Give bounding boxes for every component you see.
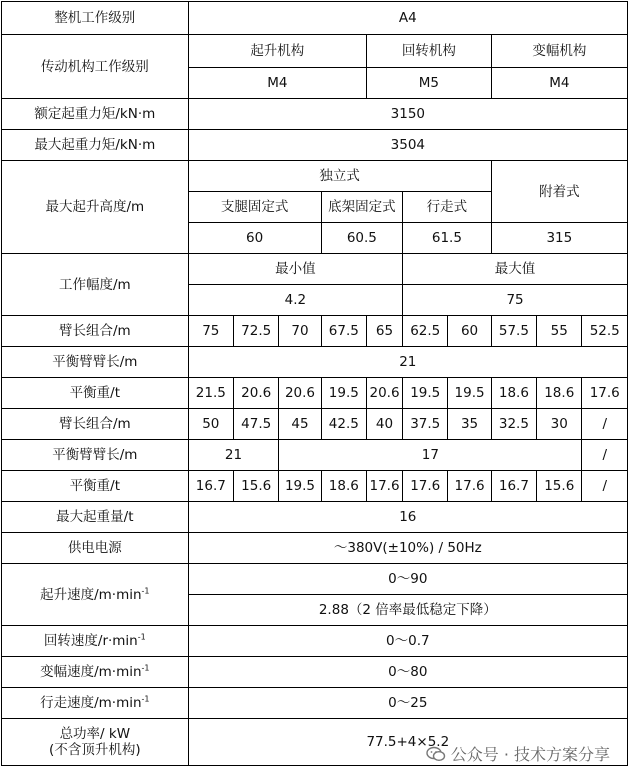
label-counterweight-2: 平衡重/t [2,471,189,502]
jib-combo-1-cell: 62.5 [403,316,448,347]
counterweight-2-cell: / [582,471,628,502]
value-traveling: 61.5 [403,223,492,254]
header-base-fixed: 底架固定式 [321,192,402,223]
jib-combo-1-cell: 57.5 [491,316,536,347]
header-radius-max: 最大值 [403,254,628,285]
label-counterjib-1: 平衡臂臂长/m [2,347,189,378]
row-max-load [2,502,628,533]
label-max-moment: 最大起重力矩/kN·m [2,130,189,161]
label-slew-speed-sup: -1 [137,632,146,642]
header-slew-mechanism: 回转机构 [366,35,491,68]
header-attached: 附着式 [491,161,627,223]
row-jib-combo-2 [2,409,628,440]
value-machine-class: A4 [188,2,627,35]
value-hoist-class: M4 [188,68,366,99]
jib-combo-2-cell: 40 [366,409,402,440]
label-travel-speed-sup: -1 [141,694,150,704]
label-travel-speed [2,688,189,719]
row-jib-combo-1 [2,316,628,347]
counterweight-1-cell: 17.6 [582,378,628,409]
value-radius-min: 4.2 [188,285,402,316]
label-mechanism-class: 传动机构工作级别 [2,35,189,99]
row-slew-speed [2,626,628,657]
jib-combo-2-cell: 42.5 [321,409,366,440]
jib-combo-2-cell: 45 [279,409,321,440]
counterweight-1-cell: 19.5 [448,378,491,409]
jib-combo-2-cell: 35 [448,409,491,440]
label-jib-combo-2: 臂长组合/m [2,409,189,440]
row-counterweight-2 [2,471,628,502]
label-trolley-speed-main: 变幅速度/m·min [40,664,142,680]
header-trolley-mechanism: 变幅机构 [491,35,627,68]
counterweight-1-cell: 18.6 [537,378,582,409]
counterweight-2-cell: 17.6 [366,471,402,502]
counterweight-2-cell: 15.6 [234,471,279,502]
jib-combo-1-cell: 65 [366,316,402,347]
counterweight-1-cell: 18.6 [491,378,536,409]
label-hoist-speed-sup: -1 [141,586,150,595]
watermark-text: 公众号 · 技术方案分享 [450,745,610,764]
value-counterjib-1: 21 [188,347,627,378]
value-radius-max: 75 [403,285,628,316]
header-radius-min: 最小值 [188,254,402,285]
jib-combo-1-cell: 60 [448,316,491,347]
label-trolley-speed [2,657,189,688]
row-travel-speed [2,688,628,719]
value-attached: 315 [491,223,627,254]
counterweight-1-cell: 20.6 [366,378,402,409]
value-base-fixed: 60.5 [321,223,402,254]
counterweight-2-cell: 17.6 [448,471,491,502]
watermark [426,742,610,765]
row-counterweight-1 [2,378,628,409]
row-radius-headers [2,254,628,285]
value-max-load: 16 [188,502,627,533]
row-mechanism-headers [2,35,628,68]
value-trolley-speed: 0～80 [188,657,627,688]
header-traveling: 行走式 [403,192,492,223]
counterweight-2-cell: 19.5 [279,471,321,502]
label-slew-speed-main: 回转速度/r·min [43,633,138,649]
jib-combo-2-cell: 47.5 [234,409,279,440]
counterweight-1-cell: 19.5 [321,378,366,409]
value-max-moment: 3504 [188,130,627,161]
value-slew-class: M5 [366,68,491,99]
value-rated-moment: 3150 [188,99,627,130]
value-total-power: 77.5+4×5.2 [188,719,627,766]
value-travel-speed: 0～25 [188,688,627,719]
counterweight-1-cell: 21.5 [188,378,233,409]
row-power-supply [2,533,628,564]
jib-combo-1-cell: 52.5 [582,316,628,347]
label-total-power-line2: (不含顶升机构) [49,742,141,758]
label-machine-class: 整机工作级别 [2,2,189,35]
label-total-power [2,719,189,766]
row-rated-moment [2,99,628,130]
label-hoist-speed [2,564,189,626]
label-slew-speed [2,626,189,657]
jib-combo-2-cell: 30 [537,409,582,440]
value-outrigger-fixed: 60 [188,223,321,254]
row-counterjib-2 [2,440,628,471]
jib-combo-2-cell: 32.5 [491,409,536,440]
row-hoist-speed-a [2,564,628,595]
label-power-supply: 供电电源 [2,533,189,564]
counterweight-2-cell: 15.6 [537,471,582,502]
counterweight-1-cell: 19.5 [403,378,448,409]
counterweight-2-cell: 17.6 [403,471,448,502]
value-trolley-class: M4 [491,68,627,99]
jib-combo-1-cell: 75 [188,316,233,347]
label-travel-speed-main: 行走速度/m·min [40,695,142,711]
row-trolley-speed [2,657,628,688]
label-counterjib-2: 平衡臂臂长/m [2,440,189,471]
jib-combo-2-cell: / [582,409,628,440]
value-counterjib-2c: / [582,440,628,471]
jib-combo-2-cell: 50 [188,409,233,440]
jib-combo-1-cell: 70 [279,316,321,347]
spec-table [1,1,628,766]
label-counterweight-1: 平衡重/t [2,378,189,409]
label-max-height: 最大起升高度/m [2,161,189,254]
label-trolley-speed-sup: -1 [141,663,150,673]
row-max-moment [2,130,628,161]
counterweight-1-cell: 20.6 [279,378,321,409]
counterweight-2-cell: 18.6 [321,471,366,502]
value-power-supply: ～380V(±10%) / 50Hz [188,533,627,564]
row-height-group [2,161,628,192]
jib-combo-1-cell: 67.5 [321,316,366,347]
counterweight-2-cell: 16.7 [491,471,536,502]
counterweight-2-cell: 16.7 [188,471,233,502]
jib-combo-1-cell: 72.5 [234,316,279,347]
value-hoist-speed-min: 2.88（2 倍率最低稳定下降） [188,595,627,626]
header-hoist-mechanism: 起升机构 [188,35,366,68]
label-jib-combo-1: 臂长组合/m [2,316,189,347]
row-machine-class [2,2,628,35]
value-counterjib-2a: 21 [188,440,279,471]
header-freestanding: 独立式 [188,161,491,192]
row-counterjib-1 [2,347,628,378]
counterweight-1-cell: 20.6 [234,378,279,409]
wechat-icon [426,746,446,762]
label-max-load: 最大起重量/t [2,502,189,533]
value-hoist-speed-range: 0～90 [188,564,627,595]
label-rated-moment: 额定起重力矩/kN·m [2,99,189,130]
jib-combo-1-cell: 55 [537,316,582,347]
label-total-power-line1: 总功率/ kW [59,726,131,742]
value-counterjib-2b: 17 [279,440,582,471]
label-hoist-speed-main: 起升速度/m·min [40,586,142,603]
header-outrigger-fixed: 支腿固定式 [188,192,321,223]
jib-combo-2-cell: 37.5 [403,409,448,440]
value-slew-speed: 0～0.7 [188,626,627,657]
label-radius: 工作幅度/m [2,254,189,316]
